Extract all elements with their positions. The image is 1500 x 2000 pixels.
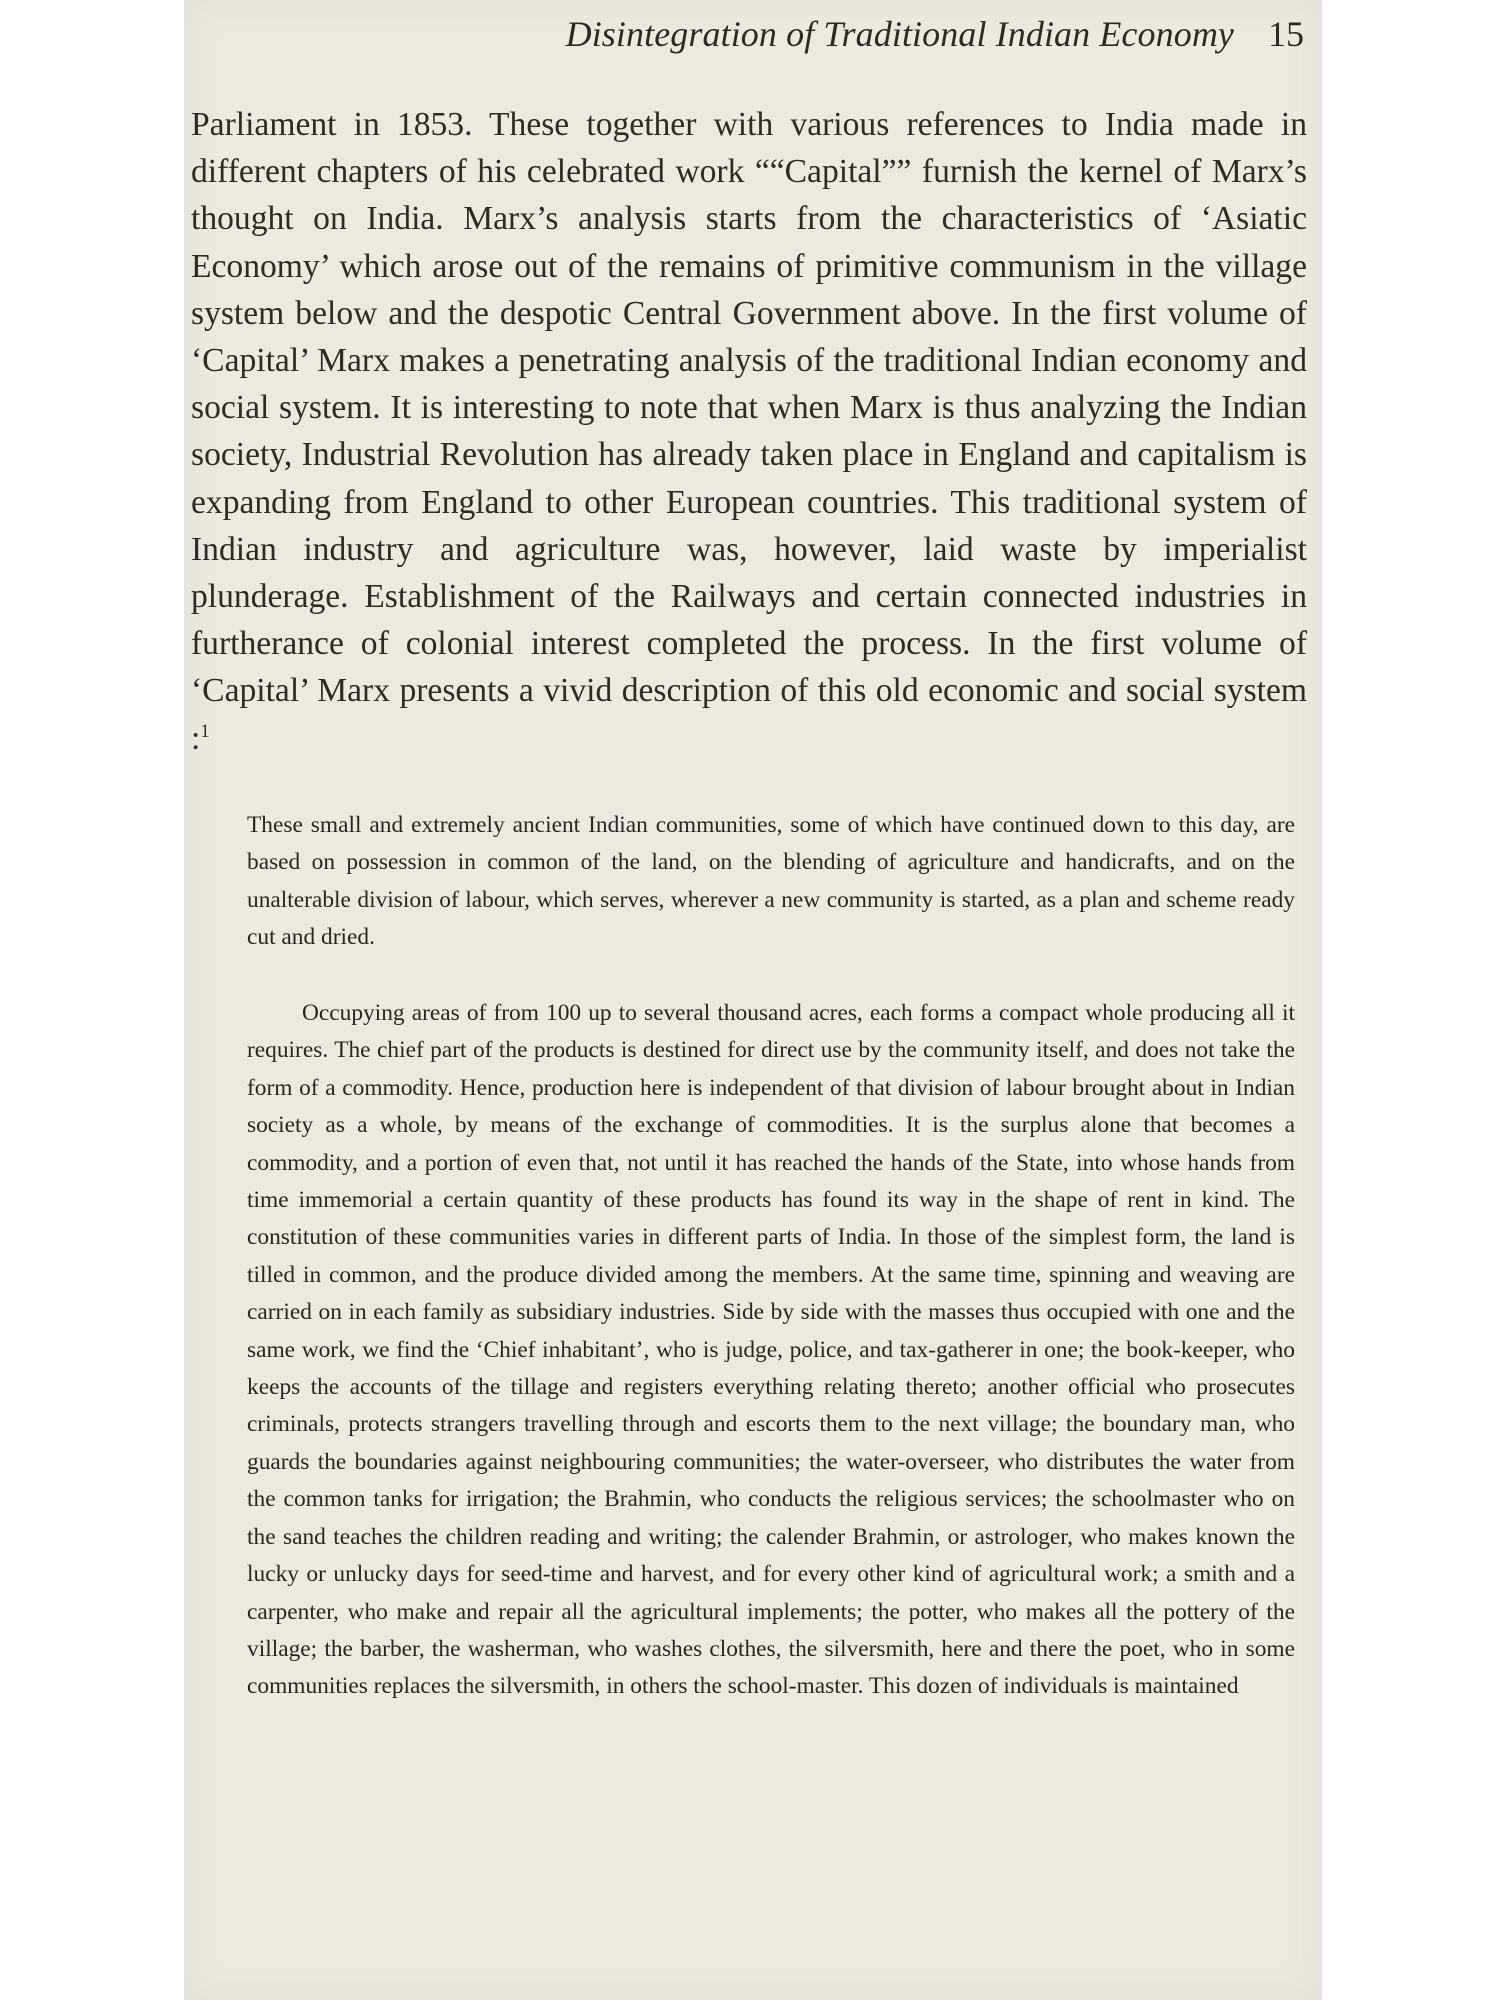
block-quote-paragraph-1: These small and extremely ancient Indian communities, some of which have continued down to this day, are based on possession in common of the land, on the blending of agriculture and handicrafts, and on the unalterable division of labour, which serves, wherever a new community is started, as a plan and scheme ready cut and dried. [247,812,1295,951]
body-paragraph [191,101,1307,762]
running-header-title: Disintegration of Traditional Indian Economy [565,14,1234,54]
body-paragraph-text: Parliament in 1853. These together with various references to India made in different chapters of his celebrated work ““Capital”” furnish the kernel of Marx’s thought on India. Marx’s analysis starts from the characteristics of ‘Asiatic Economy’ which arose out of the remains of primitive communism in the village system below and the despotic Central Government above. In the first volume of ‘Capital’ Marx makes a penetrating analysis of the traditional Indian economy and social system. It is interesting to note that when Marx is thus analyzing the Indian society, Industrial Revolution has already taken place in England and capitalism is expanding from England to other European countries. This traditional system of Indian industry and agriculture was, however, laid waste by imperialist plunderage. Establishment of the Railways and certain connected industries in furtherance of colonial interest completed the process. In the first volume of ‘Capital’ Marx presents a vivid description of this old economic and social system : [191,106,1307,757]
running-header [566,12,1304,56]
footnote-reference: 1 [200,720,210,741]
block-quote-paragraph-2: Occupying areas of from 100 up to several thousand acres, each forms a compact whole producing all it requires. The chief part of the products is destined for direct use by the community itself, and does not take the form of a commodity. Hence, production here is independent of that division of labour brought about in Indian society as a whole, by means of the exchange of commodities. It is the surplus alone that becomes a commodity, and a portion of even that, not until it has reached the hands of the State, into whose hands from time immemorial a certain quantity of these products has found its way in the shape of rent in kind. The constitution of these communities varies in different parts of India. In those of the simplest form, the land is tilled in common, and the produce divided among the members. At the same time, spinning and weaving are carried on in each family as subsidiary industries. Side by side with the masses thus occupied with one and the same work, we find the ‘Chief inhabitant’, who is judge, police, and tax-gatherer in one; the book-keeper, who keeps the accounts of the tillage and registers everything relating thereto; another official who prosecutes criminals, protects strangers travelling through and escorts them to the next village; the boundary man, who guards the boundaries against neighbouring communities; the water-overseer, who distributes the water from the common tanks for irrigation; the Brahmin, who conducts the religious services; the schoolmaster who on the sand teaches the children reading and writing; the calender Brahmin, or astrologer, who makes known the lucky or unlucky days for seed-time and harvest, and for every other kind of agricultural work; a smith and a carpenter, who make and repair all the agricultural implements; the potter, who makes all the pottery of the village; the barber, the washerman, who washes clothes, the silversmith, here and there the poet, who in some communities replaces the silversmith, in others the school-master. This dozen of individuals is maintained [247,1000,1295,1700]
page-number: 15 [1268,14,1304,54]
book-page [184,0,1322,2000]
